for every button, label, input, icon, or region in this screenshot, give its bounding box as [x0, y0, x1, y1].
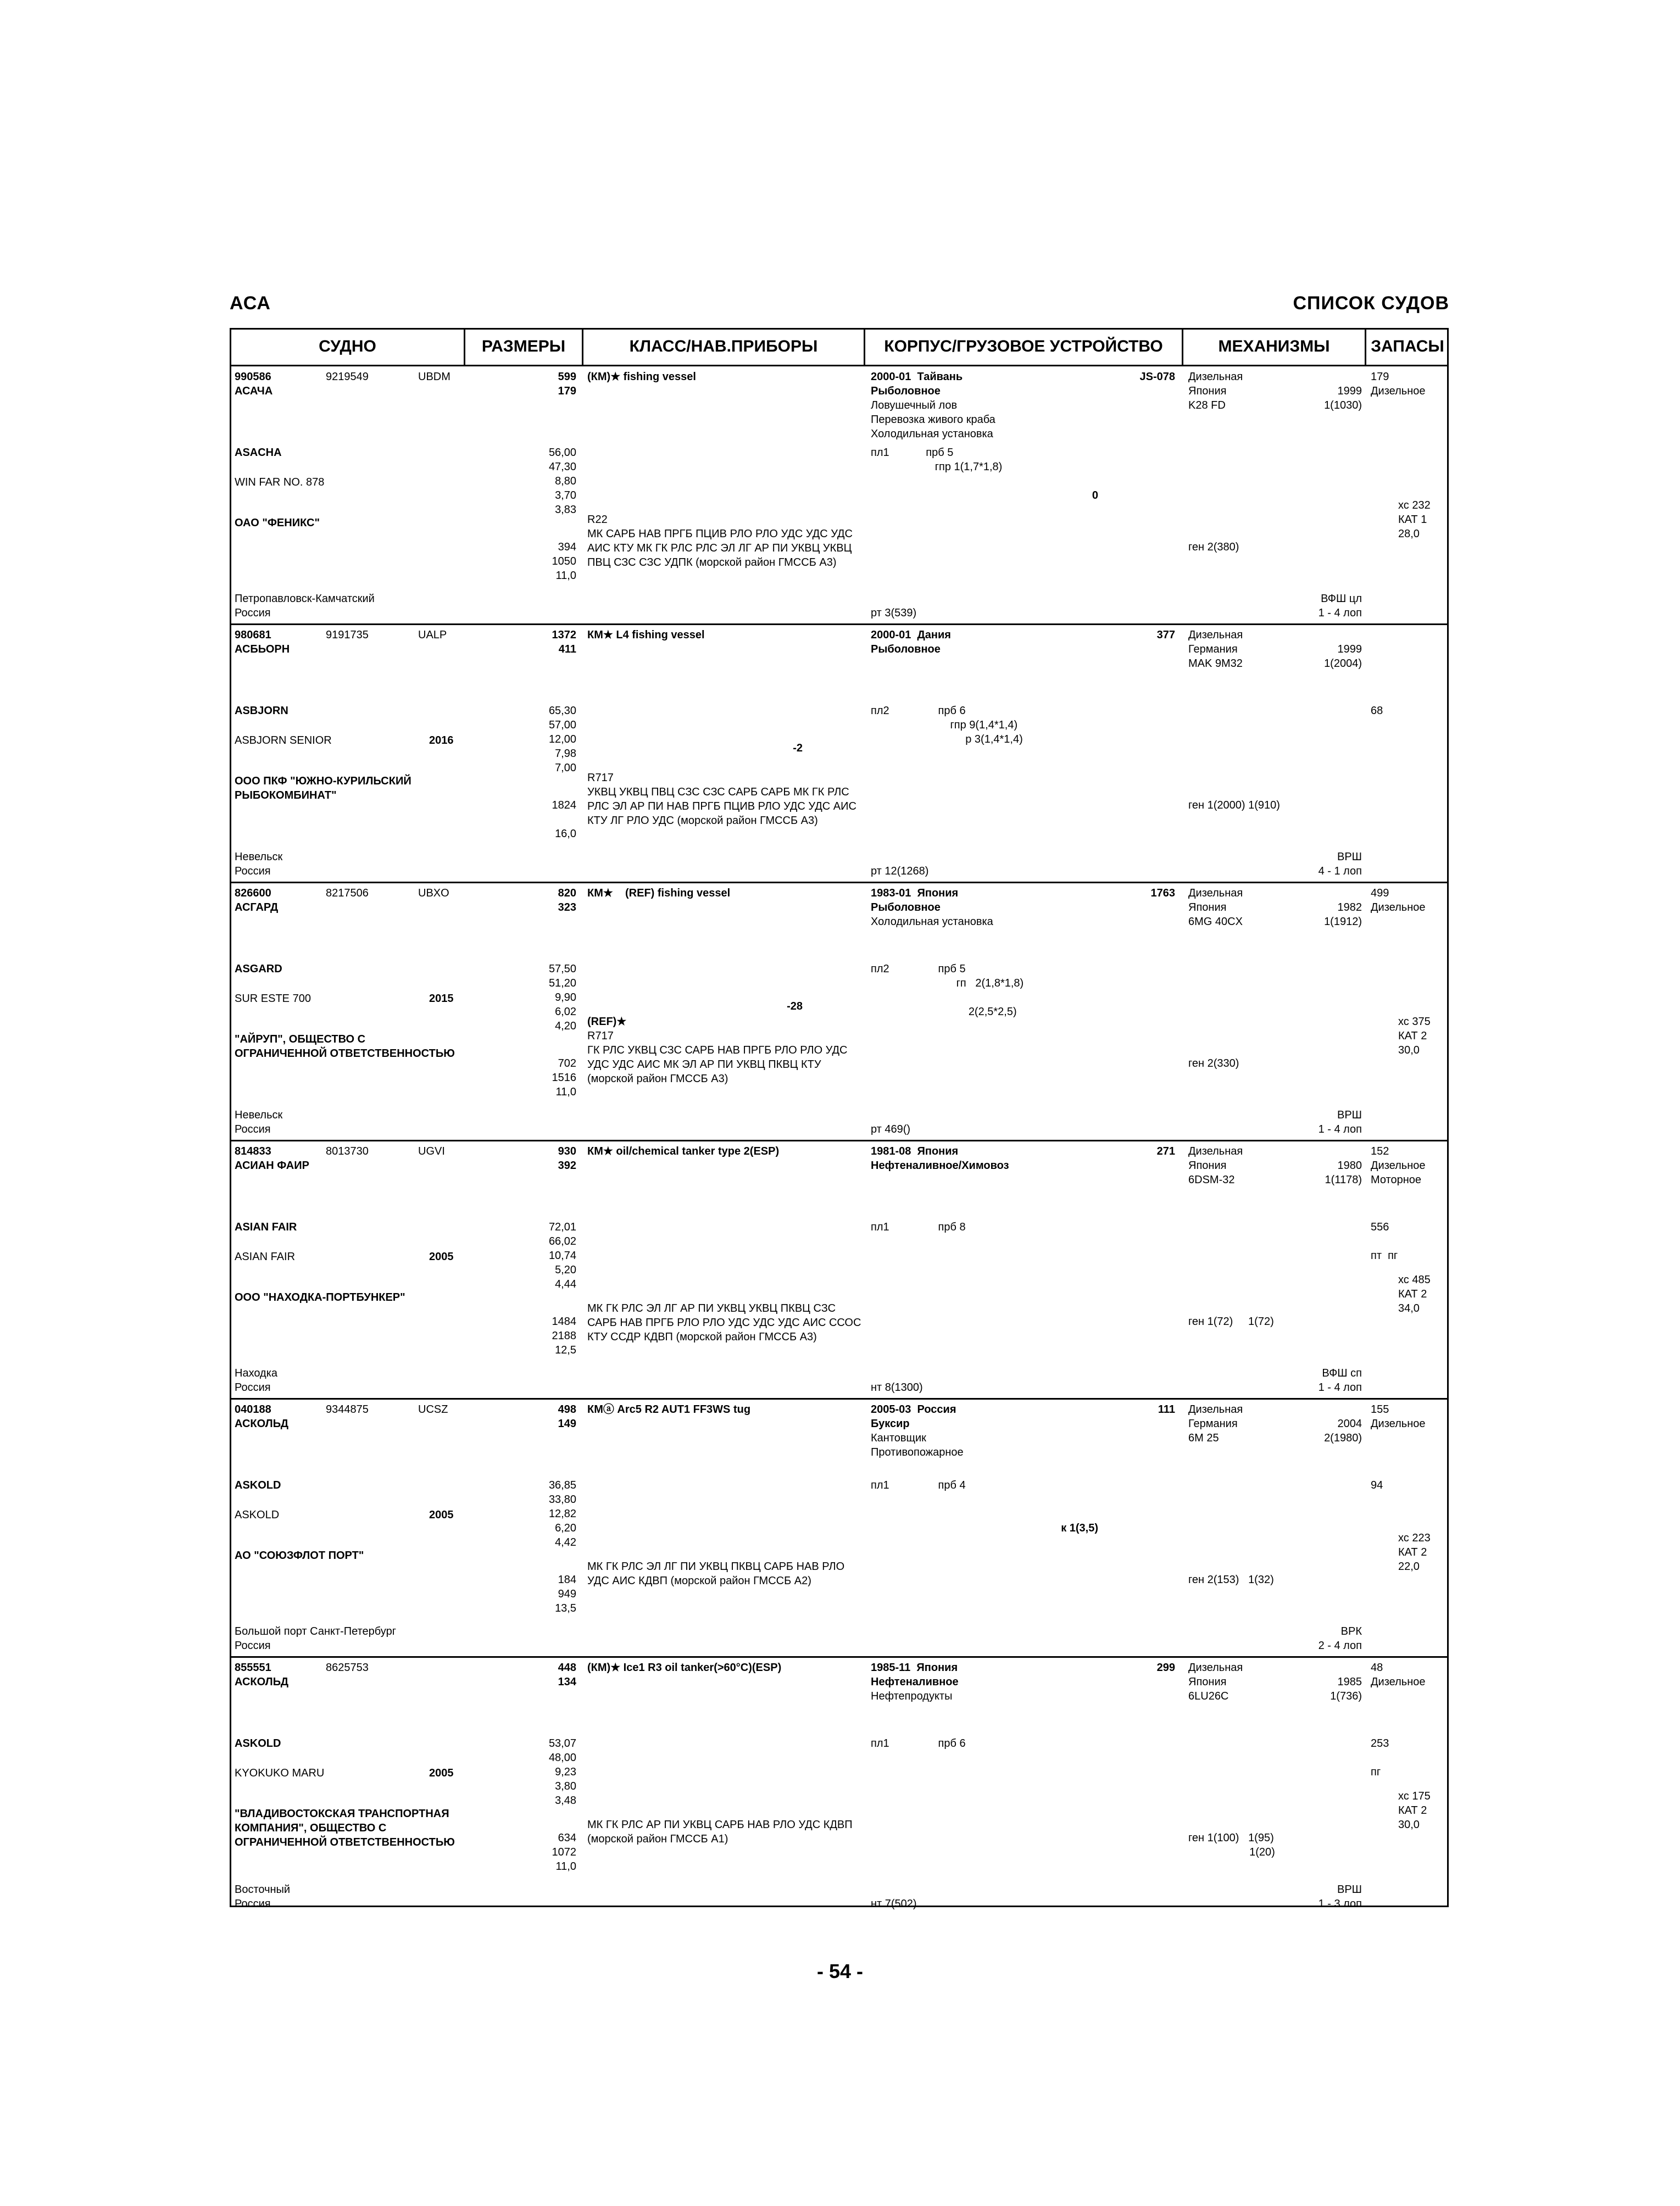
column-machinery: МЕХАНИЗМЫ [1183, 330, 1366, 365]
entry-hull-year: 1981-08 Япония [871, 1145, 959, 1157]
entry-hull-type: Рыболовное [871, 643, 941, 655]
entry-dims-bottom: 184 949 13,5 [555, 1574, 576, 1614]
entry-country: Россия [235, 865, 271, 877]
entry-mech-year: 1980 [1337, 1160, 1362, 1172]
entry-call: UBDM [418, 371, 450, 383]
entry-hull-year: 2005-03 Россия [871, 1403, 956, 1416]
entry-supply-bottom: хс 485 КАТ 2 34,0 [1398, 1274, 1431, 1314]
entry-cargo: пл2 прб 5 гп 2(1,8*1,8) 2(2,5*2,5) [871, 963, 1024, 1018]
entry-supply-bottom: хс 223 КАТ 2 22,0 [1398, 1532, 1431, 1573]
entry-hull-num: 299 [1156, 1662, 1175, 1674]
entry-supply-mid: 253 пг [1371, 1737, 1389, 1778]
entry-propeller: ВРШ 1 - 4 лоп [1318, 1109, 1362, 1135]
entry-generators: ген 1(72) 1(72) [1188, 1316, 1274, 1328]
entry-former-name: SUR ESTE 700 [235, 993, 311, 1005]
entry-mech-year: 1999 [1337, 643, 1362, 655]
column-dimensions: РАЗМЕРЫ [465, 330, 583, 365]
entry-mech-type: Дизельная [1188, 1145, 1243, 1157]
entry-former-name: ASIAN FAIR [235, 1251, 296, 1263]
entry-mech-model: 6MG 40CX [1188, 916, 1243, 928]
entry-class: (КМ)★ fishing vessel [587, 371, 696, 383]
entry-owner: "АЙРУП", ОБЩЕСТВО С ОГРАНИЧЕННОЙ ОТВЕТСТВЕННОСТЬЮ [235, 1033, 455, 1060]
entry-owner: ООО "НАХОДКА-ПОРТБУНКЕР" [235, 1291, 405, 1303]
column-supplies: ЗАПАСЫ [1371, 337, 1444, 355]
column-class: КЛАСС/НАВ.ПРИБОРЫ [583, 330, 865, 365]
entry-country: Россия [235, 1123, 271, 1135]
entry-navaids: МК САРБ НАВ ПРГБ ПЦИВ РЛО РЛО УДС УДС УДС АИС КТУ МК ГК РЛС РЛС ЭЛ ЛГ АР ПИ УКВЦ УКВЦ ПВЦ СЗС СЗС УДПК (морской район ГМССБ А3) [587, 528, 853, 569]
entry-cargo-bottom: нт 7(502) [871, 1898, 917, 1910]
entry-port: Большой порт Санкт-Петербург [235, 1625, 397, 1637]
entry-navaids: МК ГК РЛС ЭЛ ЛГ ПИ УКВЦ ПКВЦ САРБ НАВ РЛО УДС АИС КДВП (морской район ГМССБ А2) [587, 1561, 845, 1587]
entry-reg: 990586 [235, 371, 271, 383]
entry-former-year: 2015 [429, 993, 454, 1005]
entry-hull-year: 1985-11 Япония [871, 1662, 958, 1674]
entry-dims-bottom: 702 1516 11,0 [552, 1057, 576, 1098]
entry-former-name: ASBJORN SENIOR [235, 734, 332, 747]
entry-hull-desc: Нефтепродукты [871, 1690, 953, 1702]
entry-name-lat: ASIAN FAIR [235, 1221, 297, 1233]
entry-supply-mid: 94 [1371, 1479, 1383, 1491]
entry-name-ru: АСГАРД [235, 901, 279, 913]
entry-mech-year: 1985 [1337, 1676, 1362, 1688]
entry-name-lat: ASKOLD [235, 1737, 281, 1750]
entry-dims-mid: 56,00 47,30 8,80 3,70 3,83 [548, 447, 576, 516]
entry-mech-type: Дизельная [1188, 629, 1243, 641]
entry-class: КМ★ (REF) fishing vessel [587, 887, 731, 899]
entry-owner: "ВЛАДИВОСТОКСКАЯ ТРАНСПОРТНАЯ КОМПАНИЯ", ОБЩЕСТВО С ОГРАНИЧЕННОЙ ОТВЕТСТВЕННОСТЬЮ [235, 1808, 455, 1848]
entry-hull-year: 1983-01 Япония [871, 887, 959, 899]
entry-owner: АО "СОЮЗФЛОТ ПОРТ" [235, 1550, 364, 1562]
entry-mech-type: Дизельная [1188, 887, 1243, 899]
entry-hull-num: 271 [1156, 1145, 1175, 1157]
entry-propeller: ВРШ 4 - 1 лоп [1318, 851, 1362, 877]
entry-name-lat: ASBJORN [235, 705, 288, 717]
entry-former-year: 2005 [429, 1767, 454, 1779]
entry-former-year: 2005 [429, 1251, 454, 1263]
entry-mech-country: Япония [1188, 1676, 1227, 1688]
entry-class: КМⓐ Arc5 R2 AUT1 FF3WS tug [587, 1403, 751, 1416]
entry-dims-mid: 57,50 51,20 9,90 6,02 4,20 [548, 963, 576, 1032]
entry-dims-bottom: 1484 2188 12,5 [552, 1316, 576, 1356]
entry-misc-num: 0 [1092, 489, 1098, 502]
entry-dims-bottom: 394 1050 11,0 [552, 541, 576, 582]
ship-entry [231, 1141, 1447, 1398]
entry-mech-country: Япония [1188, 901, 1227, 913]
entry-owner: ООО ПКФ "ЮЖНО-КУРИЛЬСКИЙ РЫБОКОМБИНАТ" [235, 775, 411, 801]
ship-entry [231, 1399, 1447, 1656]
entry-imo: 8013730 [326, 1145, 369, 1157]
entry-imo: 8625753 [326, 1662, 369, 1674]
entry-navaids: МК ГК РЛС АР ПИ УКВЦ САРБ НАВ РЛО УДС КДВП (морской район ГМССБ А1) [587, 1819, 853, 1845]
entry-mech-power: 2(1980) [1324, 1432, 1362, 1444]
entry-call: UBXO [418, 887, 449, 899]
entry-generators: ген 2(153) 1(32) [1188, 1574, 1274, 1586]
entry-mech-type: Дизельная [1188, 1403, 1243, 1416]
entry-hull-type: Рыболовное [871, 901, 941, 913]
entry-supply-bottom: хс 175 КАТ 2 30,0 [1398, 1790, 1431, 1831]
entry-port: Восточный [235, 1884, 291, 1896]
entry-class: КМ★ oil/chemical tanker type 2(ESP) [587, 1145, 780, 1157]
entry-mech-power: 1(2004) [1324, 658, 1362, 670]
entry-call: UGVI [418, 1145, 445, 1157]
entry-dims-top: 599 179 [558, 371, 576, 397]
entry-reg: 980681 [235, 629, 271, 641]
entry-hull-type: Нефтеналивное [871, 1676, 959, 1688]
entry-name-lat: ASACHA [235, 447, 282, 459]
entry-navaids: УКВЦ УКВЦ ПВЦ СЗС СЗС САРБ САРБ МК ГК РЛС РЛС ЭЛ АР ПИ НАВ ПРГБ ПЦИВ РЛО УДС УДС АИС КТУ ЛГ РЛО УДС (морской район ГМССБ А3) [587, 786, 856, 827]
entry-propeller: ВРК 2 - 4 лоп [1318, 1625, 1362, 1652]
entry-dims-bottom: 1824 16,0 [552, 799, 576, 840]
entry-call: UALP [418, 629, 447, 641]
entry-imo: 9344875 [326, 1403, 369, 1416]
entry-supply-bottom: хс 232 КАТ 1 28,0 [1398, 499, 1431, 540]
entry-generators: ген 1(100) 1(95) 1(20) [1188, 1832, 1275, 1858]
entry-supply-top: 155 Дизельное [1371, 1403, 1426, 1430]
entry-name-ru: АСБЬОРН [235, 643, 290, 655]
entry-generators: ген 2(380) [1188, 541, 1239, 553]
entry-hull-year: 2000-01 Дания [871, 629, 951, 641]
entry-supply-top: 152 Дизельное Моторное [1371, 1145, 1426, 1186]
entry-class: (КМ)★ Ice1 R3 oil tanker(>60°C)(ESP) [587, 1662, 782, 1674]
entry-hull-num: 1763 [1150, 887, 1175, 899]
entry-hull-type: Рыболовное [871, 385, 941, 397]
entry-hull-type: Нефтеналивное/Химовоз [871, 1160, 1009, 1172]
entry-class-code: R717 [587, 1030, 614, 1042]
entry-name-lat: ASGARD [235, 963, 282, 975]
entry-imo: 8217506 [326, 887, 369, 899]
entry-name-ru: АСКОЛЬД [235, 1676, 289, 1688]
entry-former-year: 2005 [429, 1509, 454, 1521]
entry-mech-power: 1(736) [1330, 1690, 1362, 1702]
ship-table [230, 328, 1449, 1910]
entry-cargo-bottom: рт 3(539) [871, 607, 917, 619]
entry-mech-year: 1982 [1337, 901, 1362, 913]
entry-dims-mid: 72,01 66,02 10,74 5,20 4,44 [548, 1221, 576, 1290]
entry-cargo: пл1 прб 4 [871, 1479, 966, 1491]
entry-port: Невельск [235, 851, 283, 863]
entry-mech-year: 2004 [1337, 1418, 1362, 1430]
entry-mech-power: 1(1178) [1325, 1174, 1362, 1186]
entry-mech-country: Германия [1188, 1418, 1238, 1430]
header-left: АСА [230, 293, 271, 314]
entry-country: Россия [235, 1640, 271, 1652]
entry-dims-mid: 65,30 57,00 12,00 7,98 7,00 [548, 705, 576, 774]
entry-former-name: KYOKUKO MARU [235, 1767, 325, 1779]
entry-name-ru: АСКОЛЬД [235, 1418, 289, 1430]
entry-hull-num: 111 [1158, 1403, 1175, 1416]
entry-class-note-num: -2 [793, 742, 803, 754]
entry-supply-bottom: хс 375 КАТ 2 30,0 [1398, 1016, 1431, 1056]
entry-name-ru: АСАЧА [235, 385, 273, 397]
entry-mech-power: 1(1030) [1324, 399, 1362, 411]
entry-imo: 9191735 [326, 629, 369, 641]
entry-name-ru: АСИАН ФАИР [235, 1160, 309, 1172]
entry-navaids: ГК РЛС УКВЦ СЗС САРБ НАВ ПРГБ РЛО РЛО УДС УДС УДС АИС МК ЭЛ АР ПИ УКВЦ ПКВЦ КТУ (морской район ГМССБ А3) [587, 1044, 848, 1085]
entry-dims-mid: 53,07 48,00 9,23 3,80 3,48 [548, 1737, 576, 1807]
entry-mech-year: 1999 [1337, 385, 1362, 397]
entry-supply-top: 179 Дизельное [1371, 371, 1426, 397]
entry-class-code: R22 [587, 514, 608, 526]
ship-entry [231, 1657, 1447, 1914]
entry-mech-country: Германия [1188, 643, 1238, 655]
entry-country: Россия [235, 1381, 271, 1394]
entry-cargo: пл2 прб 6 гпр 9(1,4*1,4) р 3(1,4*1,4) [871, 705, 1023, 745]
entry-mech-model: 6LU26C [1188, 1690, 1229, 1702]
entry-hull-num: JS-078 [1139, 371, 1175, 383]
entry-port: Находка [235, 1367, 278, 1379]
entry-propeller: ВФШ цл 1 - 4 лоп [1318, 593, 1362, 619]
entry-generators: ген 1(2000) 1(910) [1188, 799, 1280, 811]
header-right: СПИСОК СУДОВ [1293, 293, 1449, 314]
entry-generators: ген 2(330) [1188, 1057, 1239, 1069]
entry-propeller: ВФШ сп 1 - 4 лоп [1318, 1367, 1362, 1394]
entry-reg: 855551 [235, 1662, 271, 1674]
entry-mech-country: Япония [1188, 385, 1227, 397]
entry-class-code: R717 [587, 772, 614, 784]
entry-former-name: ASKOLD [235, 1509, 280, 1521]
entry-mech-model: 6DSM-32 [1188, 1174, 1235, 1186]
entry-mech-country: Япония [1188, 1160, 1227, 1172]
entry-hull-desc: Ловушечный лов Перевозка живого краба Холодильная установка [871, 399, 995, 440]
entry-dims-top: 1372 411 [552, 629, 576, 655]
entry-reg: 814833 [235, 1145, 271, 1157]
page-number: - 54 - [816, 1960, 864, 1982]
entry-mech-model: 6M 25 [1188, 1432, 1219, 1444]
entry-hull-type: Буксир [871, 1418, 910, 1430]
entry-propeller: ВРШ 1 - 3 лоп [1318, 1884, 1362, 1910]
ship-entry [231, 366, 1447, 623]
entry-owner: ОАО "ФЕНИКС" [235, 517, 320, 529]
entry-call: UCSZ [418, 1403, 448, 1416]
entry-mech-type: Дизельная [1188, 1662, 1243, 1674]
entry-class-note-num: -28 [787, 1000, 803, 1012]
entry-mech-type: Дизельная [1188, 371, 1243, 383]
entry-dims-top: 930 392 [558, 1145, 576, 1172]
entry-cargo-bottom: рт 469() [871, 1123, 911, 1135]
entry-hull-num: 377 [1156, 629, 1175, 641]
entry-country: Россия [235, 1898, 271, 1910]
entry-dims-top: 820 323 [558, 887, 576, 913]
entry-supply-mid: 68 [1371, 705, 1383, 717]
entry-dims-top: 448 134 [558, 1662, 576, 1688]
entry-dims-bottom: 634 1072 11,0 [552, 1832, 576, 1873]
entry-port: Невельск [235, 1109, 283, 1121]
ship-entry [231, 625, 1447, 882]
entry-dims-top: 498 149 [558, 1403, 576, 1430]
entry-mech-model: K28 FD [1188, 399, 1226, 411]
entry-former-name: WIN FAR NO. 878 [235, 476, 325, 488]
entry-supply-top: 499 Дизельное [1371, 887, 1426, 913]
entry-cargo-bottom: рт 12(1268) [871, 865, 929, 877]
entry-imo: 9219549 [326, 371, 369, 383]
entry-misc-num: к 1(3,5) [1061, 1522, 1098, 1534]
entry-reg: 826600 [235, 887, 271, 899]
ship-entry [231, 883, 1447, 1140]
entry-mech-power: 1(1912) [1324, 916, 1362, 928]
column-hull: КОРПУС/ГРУЗОВОЕ УСТРОЙСТВО [865, 330, 1183, 365]
entry-cargo-bottom: нт 8(1300) [871, 1381, 923, 1394]
entry-cargo: пл1 прб 8 [871, 1221, 966, 1233]
entry-hull-desc: Кантовщик Противопожарное [871, 1432, 964, 1458]
entry-cargo: пл1 прб 6 [871, 1737, 966, 1750]
entry-port: Петропавловск-Камчатский [235, 593, 375, 605]
entry-dims-mid: 36,85 33,80 12,82 6,20 4,42 [548, 1479, 576, 1548]
column-ship: СУДНО [231, 330, 465, 365]
entry-class: КМ★ L4 fishing vessel [587, 629, 705, 641]
entry-supply-top: 48 Дизельное [1371, 1662, 1426, 1688]
entry-country: Россия [235, 607, 271, 619]
entry-cargo: пл1 прб 5 гпр 1(1,7*1,8) [871, 447, 1003, 473]
entry-former-year: 2016 [429, 734, 454, 747]
entry-supply-mid: 556 пт пг [1371, 1221, 1398, 1262]
entry-navaids: МК ГК РЛС ЭЛ ЛГ АР ПИ УКВЦ УКВЦ ПКВЦ СЗС САРБ НАВ ПРГБ РЛО РЛО УДС УДС УДС АИС ССОС КТУ ССДР КДВП (морской район ГМССБ А3) [587, 1302, 861, 1343]
entry-class-note: (REF)★ [587, 1016, 627, 1028]
entry-mech-model: MAK 9M32 [1188, 658, 1243, 670]
entry-hull-year: 2000-01 Тайвань [871, 371, 963, 383]
entry-hull-desc: Холодильная установка [871, 916, 993, 928]
entry-reg: 040188 [235, 1403, 271, 1416]
entry-name-lat: ASKOLD [235, 1479, 281, 1491]
